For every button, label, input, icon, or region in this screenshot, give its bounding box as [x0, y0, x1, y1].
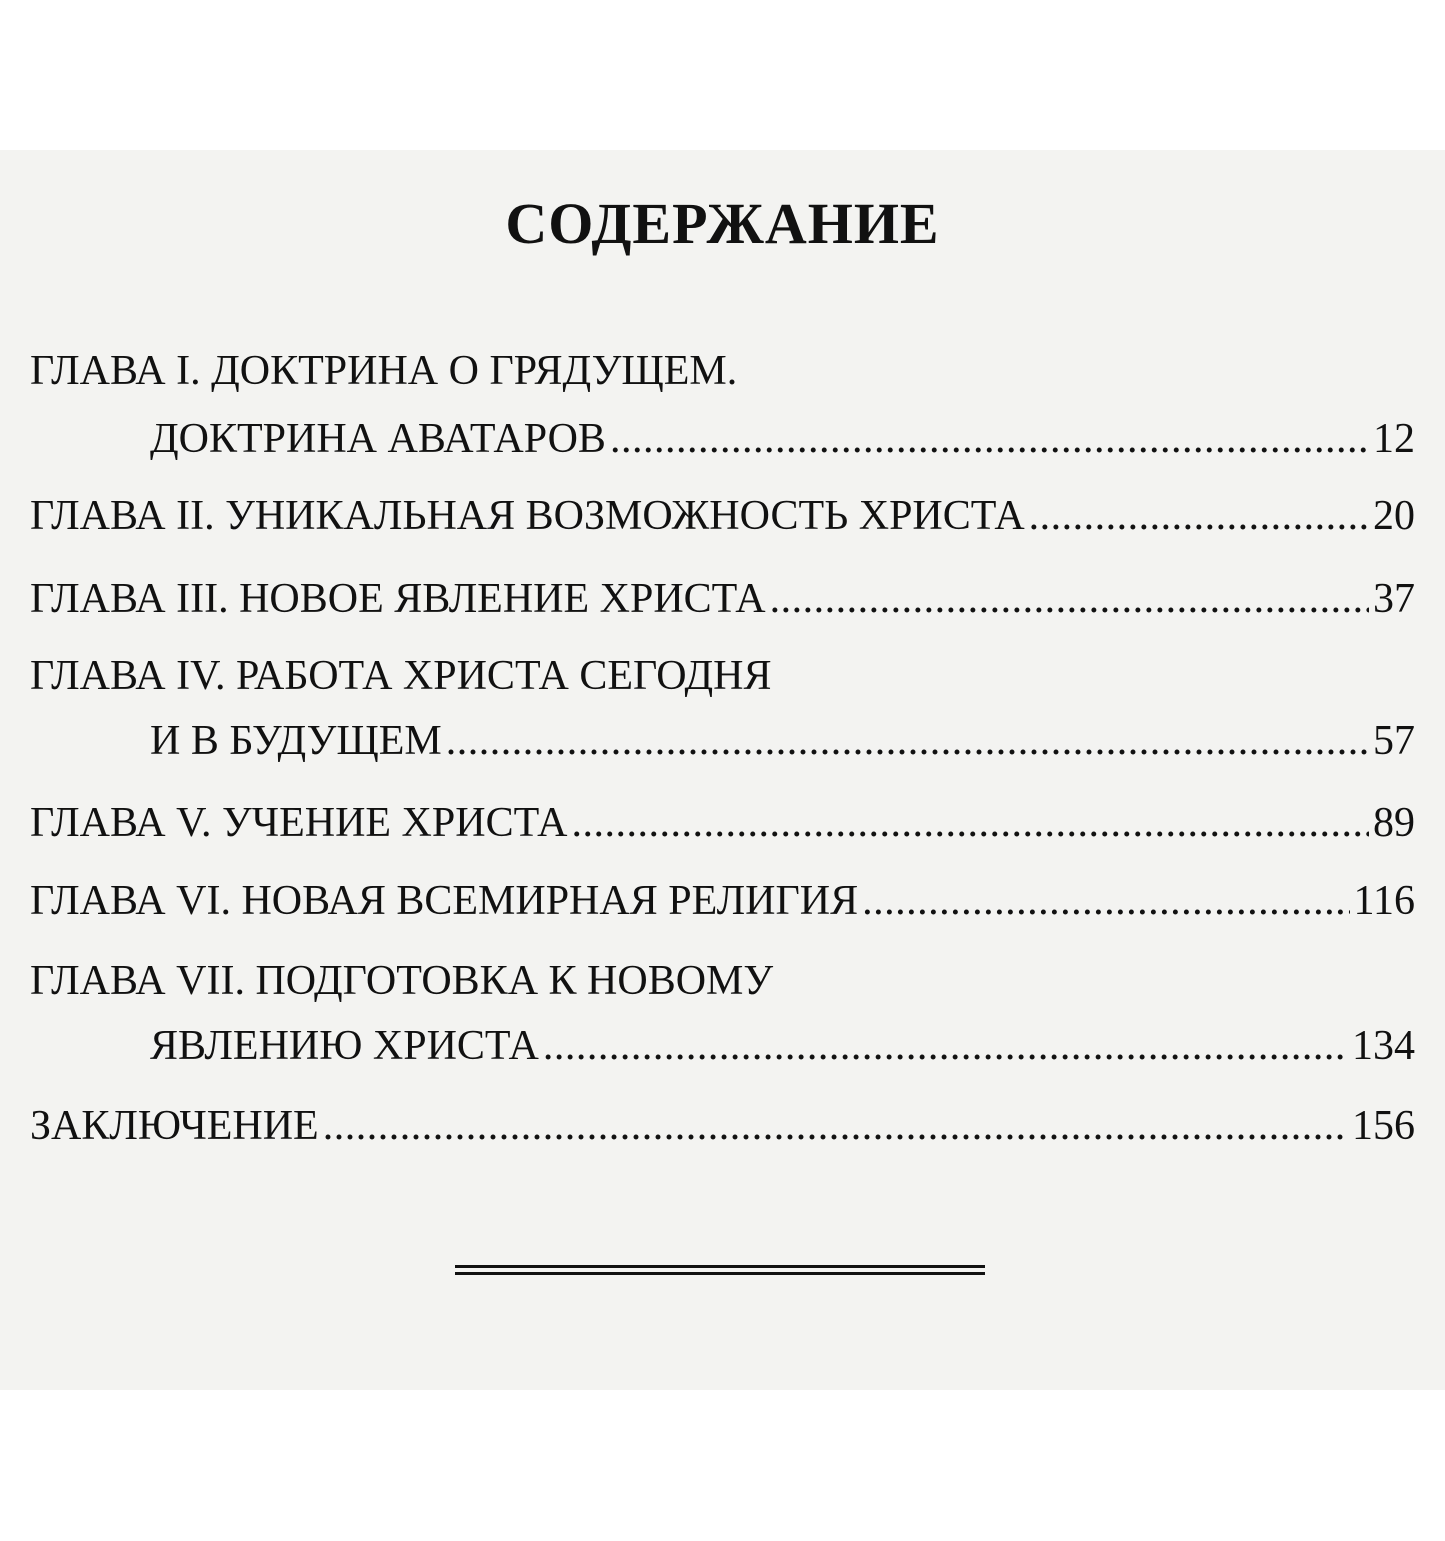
page-title: СОДЕРЖАНИЕ: [505, 191, 940, 256]
dot-leader: [446, 720, 1369, 762]
toc-page-number: 12: [1373, 418, 1415, 460]
page-background: [0, 150, 1445, 1390]
dot-leader: [323, 1105, 1348, 1147]
toc-entry-5: [30, 802, 1415, 844]
toc-entry-text: ГЛАВА IV. РАБОТА ХРИСТА СЕГОДНЯ: [30, 655, 772, 697]
toc-entry-text: ГЛАВА III. НОВОЕ ЯВЛЕНИЕ ХРИСТА: [30, 578, 766, 620]
toc-entry-6: [30, 880, 1415, 922]
toc-page-number: 156: [1352, 1105, 1415, 1147]
toc-entry-conclusion: [30, 1105, 1415, 1147]
dot-leader: [862, 880, 1349, 922]
toc-page-number: 116: [1353, 880, 1415, 922]
toc-entry-text: ГЛАВА I. ДОКТРИНА О ГРЯДУЩЕМ.: [30, 350, 738, 392]
divider-rule-bottom: [455, 1272, 985, 1275]
toc-entry-text: ГЛАВА VI. НОВАЯ ВСЕМИРНАЯ РЕЛИГИЯ: [30, 880, 859, 922]
toc-entry-3: [30, 578, 1415, 620]
dot-leader: [610, 418, 1369, 460]
toc-page-number: 37: [1373, 578, 1415, 620]
toc-entry-text: И В БУДУЩЕМ: [150, 720, 442, 762]
dot-leader: [1029, 495, 1369, 537]
toc-entry-text: ЗАКЛЮЧЕНИЕ: [30, 1105, 319, 1147]
toc-entry-text: ДОКТРИНА АВАТАРОВ: [150, 418, 606, 460]
toc-page-number: 89: [1373, 802, 1415, 844]
toc-page-number: 134: [1352, 1025, 1415, 1067]
dot-leader: [543, 1025, 1348, 1067]
toc-page-number: 20: [1373, 495, 1415, 537]
toc-entry-1-line2: [150, 418, 1415, 460]
toc-entry-text: ЯВЛЕНИЮ ХРИСТА: [150, 1025, 539, 1067]
toc-entry-4-line1: [30, 655, 1415, 697]
toc-entry-2: [30, 495, 1415, 537]
toc-entry-4-line2: [150, 720, 1415, 762]
divider-rule-top: [455, 1265, 985, 1268]
toc-entry-text: ГЛАВА II. УНИКАЛЬНАЯ ВОЗМОЖНОСТЬ ХРИСТА: [30, 495, 1025, 537]
double-rule-divider: [455, 1265, 985, 1275]
toc-entry-text: ГЛАВА VII. ПОДГОТОВКА К НОВОМУ: [30, 960, 774, 1002]
toc-page-number: 57: [1373, 720, 1415, 762]
dot-leader: [770, 578, 1369, 620]
dot-leader: [572, 802, 1370, 844]
toc-entry-7-line1: [30, 960, 1415, 1002]
toc-entry-1-line1: [30, 350, 1415, 392]
toc-entry-text: ГЛАВА V. УЧЕНИЕ ХРИСТА: [30, 802, 568, 844]
toc-entry-7-line2: [150, 1025, 1415, 1067]
